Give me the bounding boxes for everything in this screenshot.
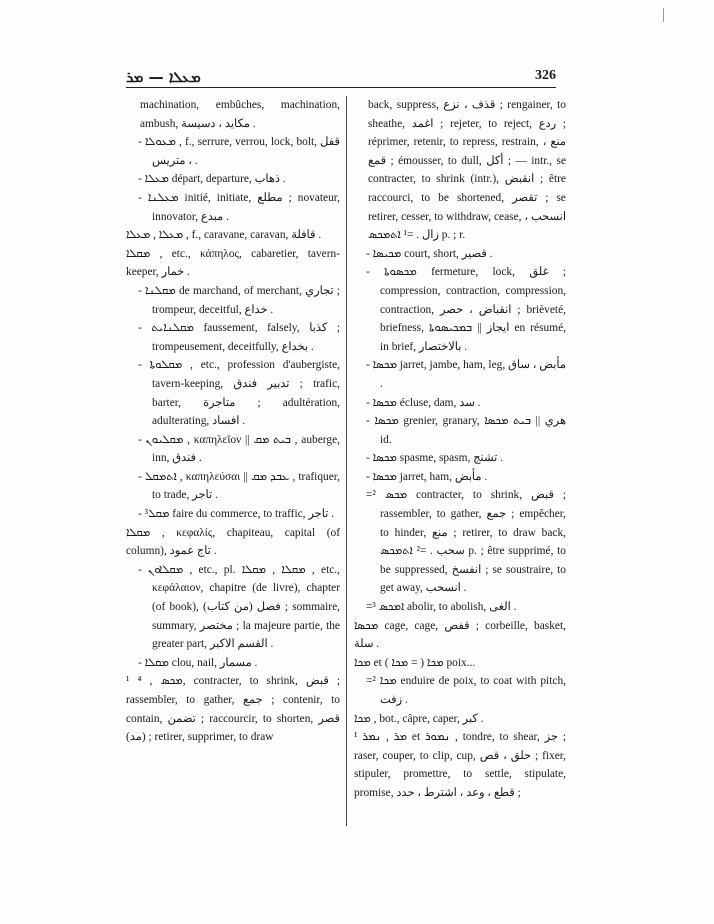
dictionary-entry: ܡܟܐ et ܡܟܐ ( = ܡܟܐ ) poix... (354, 656, 476, 669)
dictionary-entry: ܡܟܣܐ cage, cage, قفص ; corbeille, basket, سلة . (354, 619, 566, 651)
dictionary-entry: =² ܡܟܣ contracter, to shrink, قبض ; rassembler, to gather, جمع ; empêcher, to hinder, منع ; retirer, to draw back, سحب . =² ܐܬܡܟܣ p. ; être supprimé, to be suppressed, انفسخ ; se soustraire, to get away, انسحب . (366, 489, 567, 595)
dictionary-entry: ܡܥܠܐ , ܡܥܠܐ , f., caravane, caravan, قافلة . (126, 229, 322, 242)
dictionary-entry: - ܡܥܠܢܐ initié, initiate, مطلع ; novateur, innovator, مبدع . (138, 191, 340, 223)
page-edge-mark (663, 8, 664, 22)
dictionary-entry: - ܡܩܠܐܘܢ , etc., pl. ܡܩܠܐ , ܡܩܠܐ , etc., κεφάλαιον, chapitre (de livre), chapter (of book), فصل (من كتاب) ; sommaire, summary, مختصر ; la majeure partie, the greater part, القسم الاكبر . (138, 563, 340, 651)
right-column (354, 96, 566, 803)
dictionary-entry: - ܡܟܣܐ jarret, ham, مأبض . (366, 470, 488, 483)
dictionary-entry: - ܡܩܠܐ clou, nail, مسمار . (138, 656, 258, 669)
dictionary-entry: - ܡܥܠܐ départ, departure, ذهاب . (138, 173, 286, 186)
dictionary-entry: ¹ ܡܟܣ , ⁴, contracter, to shrink, قبض ; rassembler, to gather, جمع ; contenir, to contain, تضمن ; raccourcir, to shorten, قصر (مد) ; retirer, supprimer, to draw (126, 675, 340, 744)
page-number: 326 (535, 68, 556, 83)
dictionary-entry: ܡܟܐ , bot., câpre, caper, كبر . (354, 712, 484, 725)
dictionary-entry: back, suppress, قذف ، نزع ; rengainer, to sheathe, اغمد ; rejeter, to reject, ردع ; réprimer, retenir, to repress, restrain, منع ، قمع ; émousser, to dull, أكل ; — intr., se contracter, to shrink (intr.), انقبض ; être raccourci, to be shortened, تقصر ; se retirer, cesser, to withdraw, cease, انسحب ، زال . =¹ ܐܬܡܟܣ p. ; r. (368, 99, 567, 242)
dictionary-entry: - ܡܩܠܢܐܝܬ faussement, falsely, كذبا ; trompeusement, deceitfully, بخداع . (138, 322, 340, 353)
dictionary-entry: - ܡܩܠ³ faire du commerce, to traffic, تاجر . (138, 508, 335, 521)
dictionary-entry: - ܐܬܡܩܠ , καπηλεύσαι || ܥܒܕ ܡܩ , trafiquer, to trade, تاجر . (138, 470, 340, 502)
dictionary-entry: - ܡܥܘܠܐ , f., serrure, verrou, lock, bolt, قفل ، متريس . (138, 136, 340, 167)
left-column (126, 96, 340, 747)
dictionary-entry: - ܡܟܣܐ jarret, jambe, ham, leg, مأبض ، ساق . (366, 359, 567, 390)
running-head: ܡܥܠܐ — ܡܪ (126, 68, 201, 86)
dictionary-entry: ܡܩܠܐ , κεφαλίς, chapiteau, capital (of column), تاج عمود . (126, 526, 340, 558)
dictionary-entry: ¹ ܡܪ , ܢܡܪ et ܢܡܘܪ , tondre, to shear, جز ; raser, couper, to clip, cup, حلق ، قص ; fixer, stipuler, promettre, to settle, stipulate, promise, قطع ، وعد ، اشترط ، حدد ; (354, 731, 567, 799)
dictionary-entry: - ܡܟܝܣܐ court, short, قصير . (366, 247, 493, 260)
header-rule (126, 87, 556, 88)
dictionary-entry: =² ܡܟܐ enduire de poix, to coat with pitch, زفت . (366, 675, 566, 706)
dictionary-entry: ܡܩܠܐ , etc., κάπηλος, cabaretier, tavern-keeper, خمار . (126, 247, 340, 279)
dictionary-entry: - ܡܟܣܐ spasme, spasm, تشنج . (366, 452, 503, 465)
column-divider (346, 96, 347, 826)
dictionary-entry: =³ ܐܡܟܣ abolir, to abolish, الغى . (366, 601, 517, 614)
dictionary-entry: - ܡܟܣܐ grenier, granary, هري || ܒܝܬ ܡܟܣܐ id. (366, 415, 566, 446)
dictionary-entry: - ܡܩܠܝܘܢ , καπηλεῖον || ܒܝܬ ܡܩ , auberge, inn, فندق . (138, 433, 340, 465)
dictionary-entry: machination, embûches, machination, ambush, مكايد ، دسيسة . (140, 99, 340, 130)
page-header (126, 64, 556, 86)
dictionary-entry: - ܡܩܠܢܐ de marchand, of merchant, تجاري ; trompeur, deceitful, خداع . (138, 284, 340, 316)
dictionary-entry: - ܡܩܠܘܬܐ , etc., profession d'aubergiste, tavern-keeping, تدبير فندق ; trafic, barter, متاجرة ; adultération, adulterating, افساد . (138, 359, 341, 428)
dictionary-entry: - ܡܟܣܘܬܐ fermeture, lock, غلق ; compression, contraction, compression, contraction, انقباض ، حصر ; brièveté, briefness, ايجاز || ܒܡܟܝܣܘܬܐ en résumé, in brief, بالاختصار . (366, 266, 566, 353)
dictionary-entry: - ܡܟܣܐ écluse, dam, سد . (366, 396, 481, 409)
